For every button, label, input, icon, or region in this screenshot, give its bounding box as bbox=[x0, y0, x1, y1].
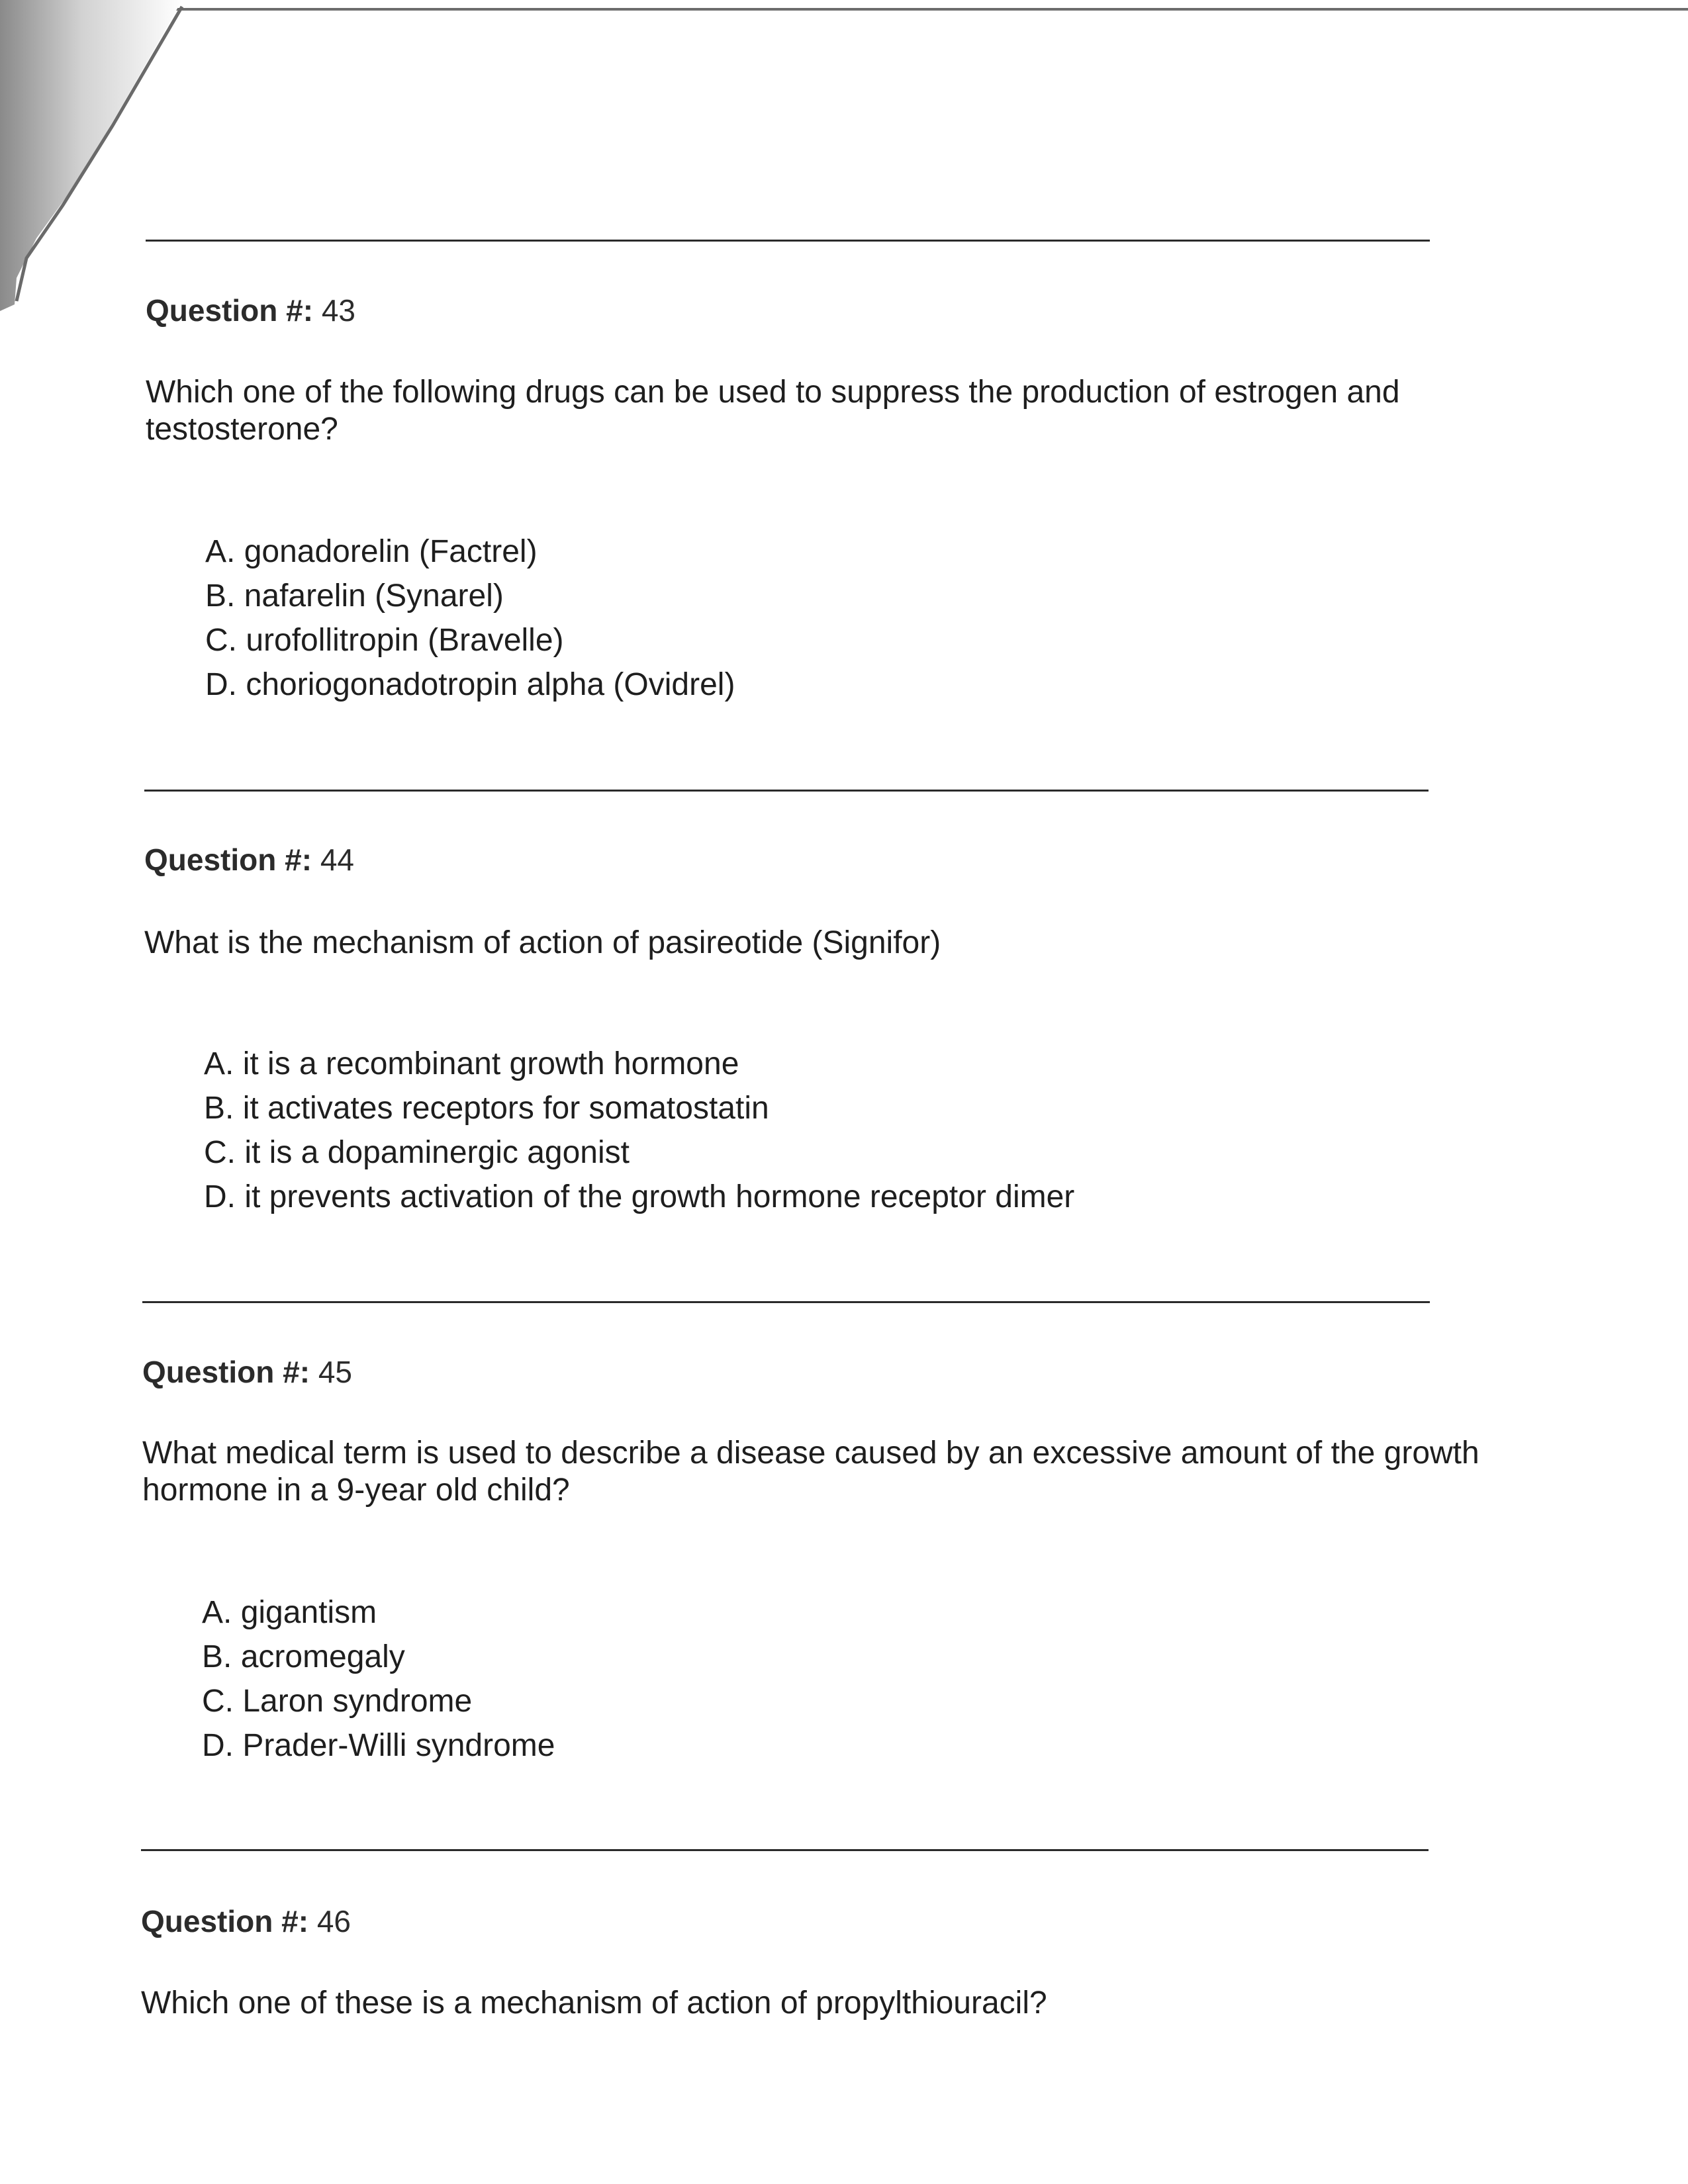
question-number: 44 bbox=[320, 842, 354, 877]
answer-option: D. Prader-Willi syndrome bbox=[202, 1728, 555, 1763]
question-label-prefix: Question #: bbox=[144, 842, 312, 877]
answer-option: B. acromegaly bbox=[202, 1639, 405, 1674]
question-label-prefix: Question #: bbox=[141, 1904, 309, 1938]
answer-option: D. choriogonadotropin alpha (Ovidrel) bbox=[205, 667, 735, 702]
answer-option: D. it prevents activation of the growth hormone receptor dimer bbox=[204, 1179, 1075, 1214]
answer-option: B. nafarelin (Synarel) bbox=[205, 578, 504, 614]
divider-line bbox=[146, 240, 1430, 242]
answer-option: C. urofollitropin (Bravelle) bbox=[205, 623, 564, 658]
question-text: Which one of these is a mechanism of action of propylthiouracil? bbox=[141, 1985, 1047, 2021]
answer-option: A. it is a recombinant growth hormone bbox=[204, 1046, 739, 1081]
scan-top-edge bbox=[152, 8, 1688, 11]
answer-option: A. gigantism bbox=[202, 1595, 377, 1630]
question-text: What medical term is used to describe a disease caused by an excessive amount of the growth hormone in a 9-year old child? bbox=[142, 1435, 1479, 1508]
answer-options bbox=[202, 1590, 555, 1768]
page-curl-shadow bbox=[0, 0, 199, 318]
question-text: What is the mechanism of action of pasireotide (Signifor) bbox=[144, 925, 941, 960]
question-label-prefix: Question #: bbox=[142, 1355, 310, 1389]
question-number: 45 bbox=[318, 1355, 352, 1389]
question-label-prefix: Question #: bbox=[146, 293, 314, 328]
divider-line bbox=[141, 1849, 1429, 1851]
answer-option: B. it activates receptors for somatostatin bbox=[204, 1091, 769, 1126]
answer-option: C. Laron syndrome bbox=[202, 1684, 473, 1719]
answer-option: C. it is a dopaminergic agonist bbox=[204, 1135, 630, 1170]
answer-option: A. gonadorelin (Factrel) bbox=[205, 534, 538, 569]
divider-line bbox=[144, 790, 1429, 792]
question-label bbox=[142, 1354, 352, 1390]
answer-options bbox=[205, 529, 735, 707]
question-number: 46 bbox=[316, 1904, 351, 1938]
question-text: Which one of the following drugs can be used to suppress the production of estrogen and testosterone? bbox=[146, 375, 1400, 447]
answer-options bbox=[204, 1042, 1074, 1219]
question-number: 43 bbox=[321, 293, 355, 328]
question-label bbox=[144, 842, 354, 878]
divider-line bbox=[142, 1301, 1430, 1303]
question-label bbox=[141, 1903, 351, 1939]
question-label bbox=[146, 293, 355, 328]
